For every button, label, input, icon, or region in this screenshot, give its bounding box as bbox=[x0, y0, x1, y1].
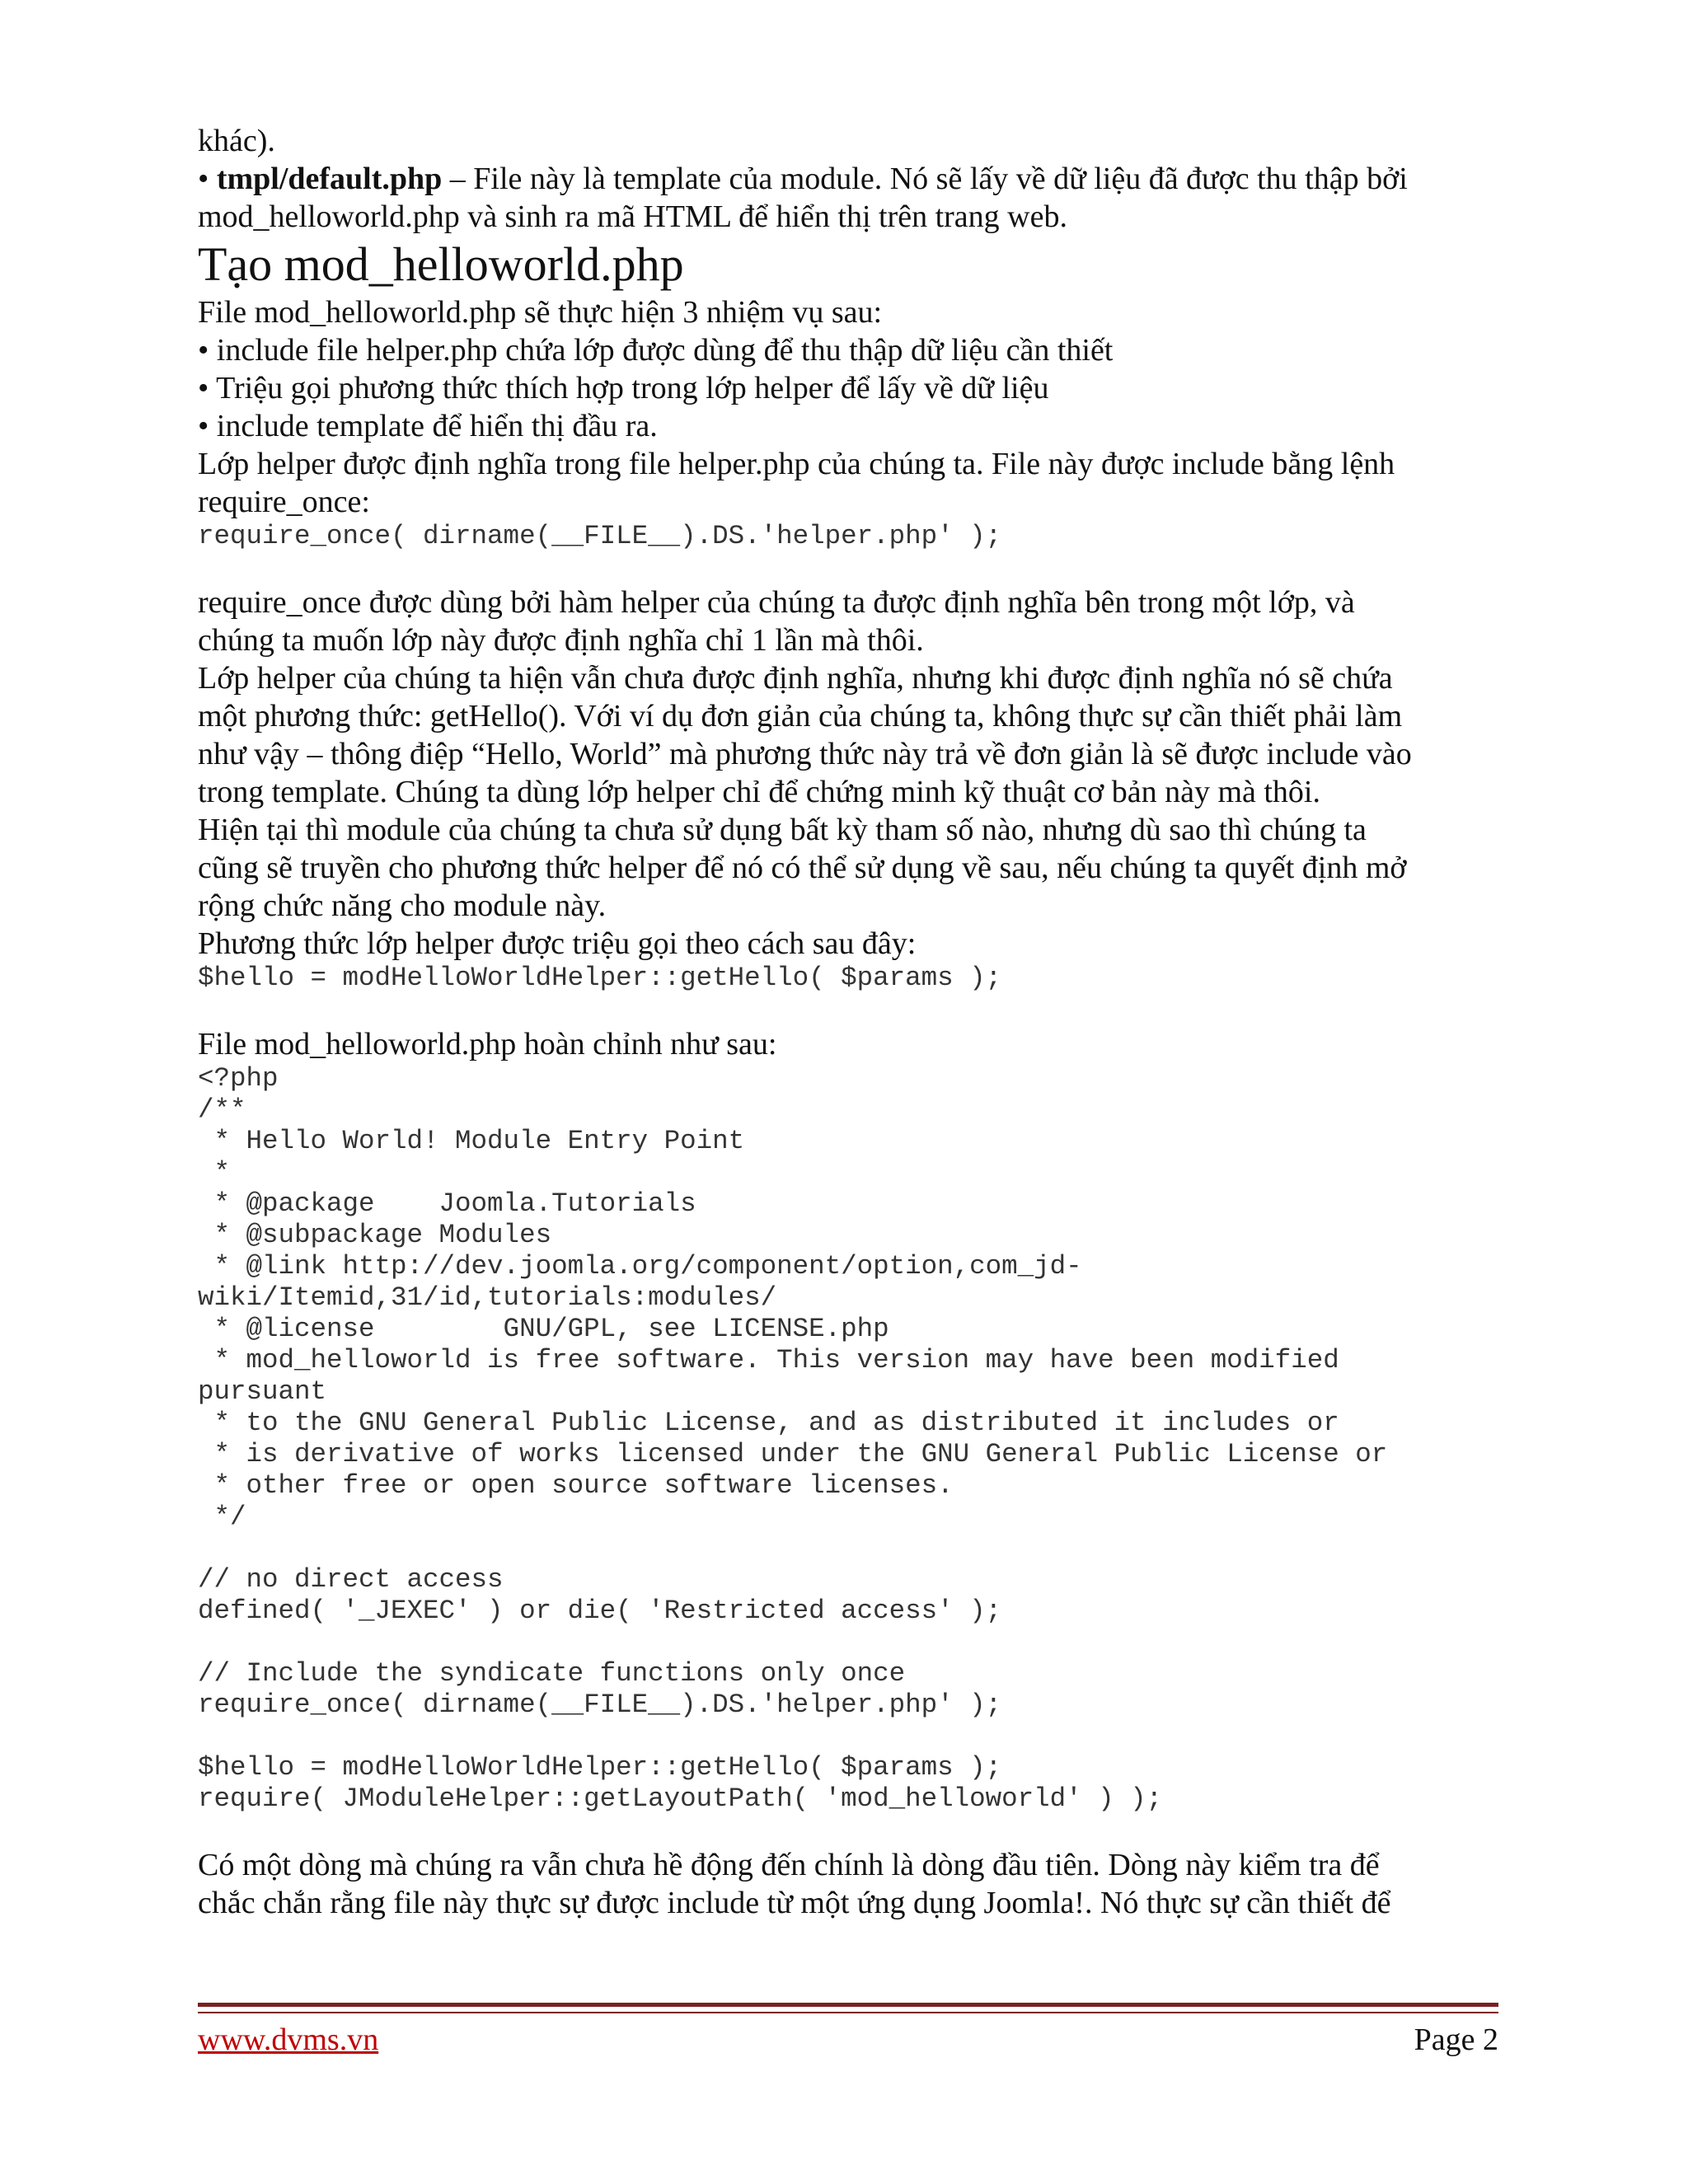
paragraph-line: Lớp helper của chúng ta hiện vẫn chưa được định nghĩa, nhưng khi được định nghĩa nó sẽ chứa bbox=[198, 661, 1393, 696]
bullet-item: • Triệu gọi phương thức thích hợp trong lớp helper để lấy về dữ liệu bbox=[198, 371, 1049, 405]
intro-paragraph: File mod_helloworld.php sẽ thực hiện 3 nhiệm vụ sau: bbox=[198, 295, 883, 330]
paragraph-line: một phương thức: getHello(). Với ví dụ đơn giản của chúng ta, không thực sự cần thiết phải làm bbox=[198, 699, 1403, 733]
code-line: * other free or open source software licenses. bbox=[198, 1470, 954, 1501]
code-line: // no direct access bbox=[198, 1564, 504, 1595]
spacer bbox=[198, 994, 1517, 1025]
spacer bbox=[198, 1815, 1517, 1846]
code-line: wiki/Itemid,31/id,tutorials:modules/ bbox=[198, 1282, 777, 1313]
code-line: pursuant bbox=[198, 1376, 327, 1407]
code-block bbox=[198, 1063, 1517, 1815]
code-line: <?php bbox=[198, 1063, 279, 1094]
bullet-tmpl-filename: tmpl/default.php bbox=[216, 162, 443, 196]
bullet-tmpl-default bbox=[198, 160, 1517, 198]
bullet-tmpl-text-cont: mod_helloworld.php và sinh ra mã HTML để hiển thị trên trang web. bbox=[198, 199, 1067, 234]
code-line: // Include the syndicate functions only once bbox=[198, 1658, 906, 1689]
code-line: require_once( dirname(__FILE__).DS.'helper.php' ); bbox=[198, 521, 1002, 551]
spacer bbox=[198, 1721, 1517, 1752]
paragraph-line: Lớp helper được định nghĩa trong file helper.php của chúng ta. File này được include bằng lệnh bbox=[198, 447, 1395, 481]
code-line: $hello = modHelloWorldHelper::getHello( $params ); bbox=[198, 963, 1002, 993]
paragraph-line: rộng chức năng cho module này. bbox=[198, 888, 607, 923]
page-number: Page 2 bbox=[1414, 2022, 1498, 2057]
code-line: */ bbox=[198, 1502, 246, 1532]
spacer bbox=[198, 1627, 1517, 1658]
spacer bbox=[198, 1533, 1517, 1564]
paragraph-line: File mod_helloworld.php hoàn chỉnh như sau: bbox=[198, 1027, 777, 1062]
paragraph-line: chắc chắn rằng file này thực sự được include từ một ứng dụng Joomla!. Nó thực sự cần thiết để bbox=[198, 1886, 1391, 1920]
section-heading: Tạo mod_helloworld.php bbox=[198, 237, 684, 291]
bullet-prefix: • bbox=[198, 162, 217, 196]
code-line: * bbox=[198, 1157, 231, 1188]
page-content bbox=[198, 122, 1517, 1922]
bullet-tmpl-text: – File này là template của module. Nó sẽ lấy về dữ liệu đã được thu thập bởi bbox=[442, 162, 1408, 196]
paragraph-line: Hiện tại thì module của chúng ta chưa sử dụng bất kỳ tham số nào, nhưng dù sao thì chúng ta bbox=[198, 813, 1367, 847]
code-line: * mod_helloworld is free software. This version may have been modified bbox=[198, 1345, 1339, 1376]
spacer bbox=[198, 552, 1517, 583]
code-line: $hello = modHelloWorldHelper::getHello( $params ); bbox=[198, 1752, 1002, 1783]
footer-divider-thin bbox=[198, 2012, 1498, 2013]
paragraph-line: Có một dòng mà chúng ra vẫn chưa hề động đến chính là dòng đầu tiên. Dòng này kiểm tra để bbox=[198, 1848, 1380, 1882]
paragraph-line: require_once: bbox=[198, 485, 370, 519]
code-line: * Hello World! Module Entry Point bbox=[198, 1126, 745, 1156]
code-line: * @link http://dev.joomla.org/component/option,com_jd- bbox=[198, 1251, 1082, 1282]
code-line: * to the GNU General Public License, and as distributed it includes or bbox=[198, 1408, 1339, 1438]
code-line: require( JModuleHelper::getLayoutPath( 'mod_helloworld' ) ); bbox=[198, 1783, 1163, 1814]
bullet-item: • include template để hiển thị đầu ra. bbox=[198, 409, 658, 443]
code-line: defined( '_JEXEC' ) or die( 'Restricted access' ); bbox=[198, 1596, 1002, 1626]
code-line: * @package Joomla.Tutorials bbox=[198, 1188, 696, 1219]
code-line: require_once( dirname(__FILE__).DS.'helper.php' ); bbox=[198, 1690, 1002, 1720]
code-line: * is derivative of works licensed under the GNU General Public License or bbox=[198, 1439, 1388, 1469]
bullet-item: • include file helper.php chứa lớp được dùng để thu thập dữ liệu cần thiết bbox=[198, 333, 1114, 368]
text-line: khác). bbox=[198, 124, 275, 158]
footer-divider bbox=[198, 2003, 1498, 2007]
paragraph-line: trong template. Chúng ta dùng lớp helper chỉ để chứng minh kỹ thuật cơ bản này mà thôi. bbox=[198, 775, 1320, 809]
paragraph-line: Phương thức lớp helper được triệu gọi theo cách sau đây: bbox=[198, 926, 917, 961]
paragraph-line: cũng sẽ truyền cho phương thức helper để nó có thể sử dụng về sau, nếu chúng ta quyết định mở bbox=[198, 851, 1407, 885]
footer-website-link[interactable]: www.dvms.vn bbox=[198, 2022, 379, 2057]
code-line: * @subpackage Modules bbox=[198, 1220, 552, 1250]
paragraph-line: require_once được dùng bởi hàm helper của chúng ta được định nghĩa bên trong một lớp, và bbox=[198, 585, 1355, 620]
paragraph-line: như vậy – thông điệp “Hello, World” mà phương thức này trả về đơn giản là sẽ được include vào bbox=[198, 737, 1412, 771]
paragraph-line: chúng ta muốn lớp này được định nghĩa chỉ 1 lần mà thôi. bbox=[198, 623, 924, 658]
code-line: /** bbox=[198, 1094, 246, 1125]
code-line: * @license GNU/GPL, see LICENSE.php bbox=[198, 1314, 889, 1344]
